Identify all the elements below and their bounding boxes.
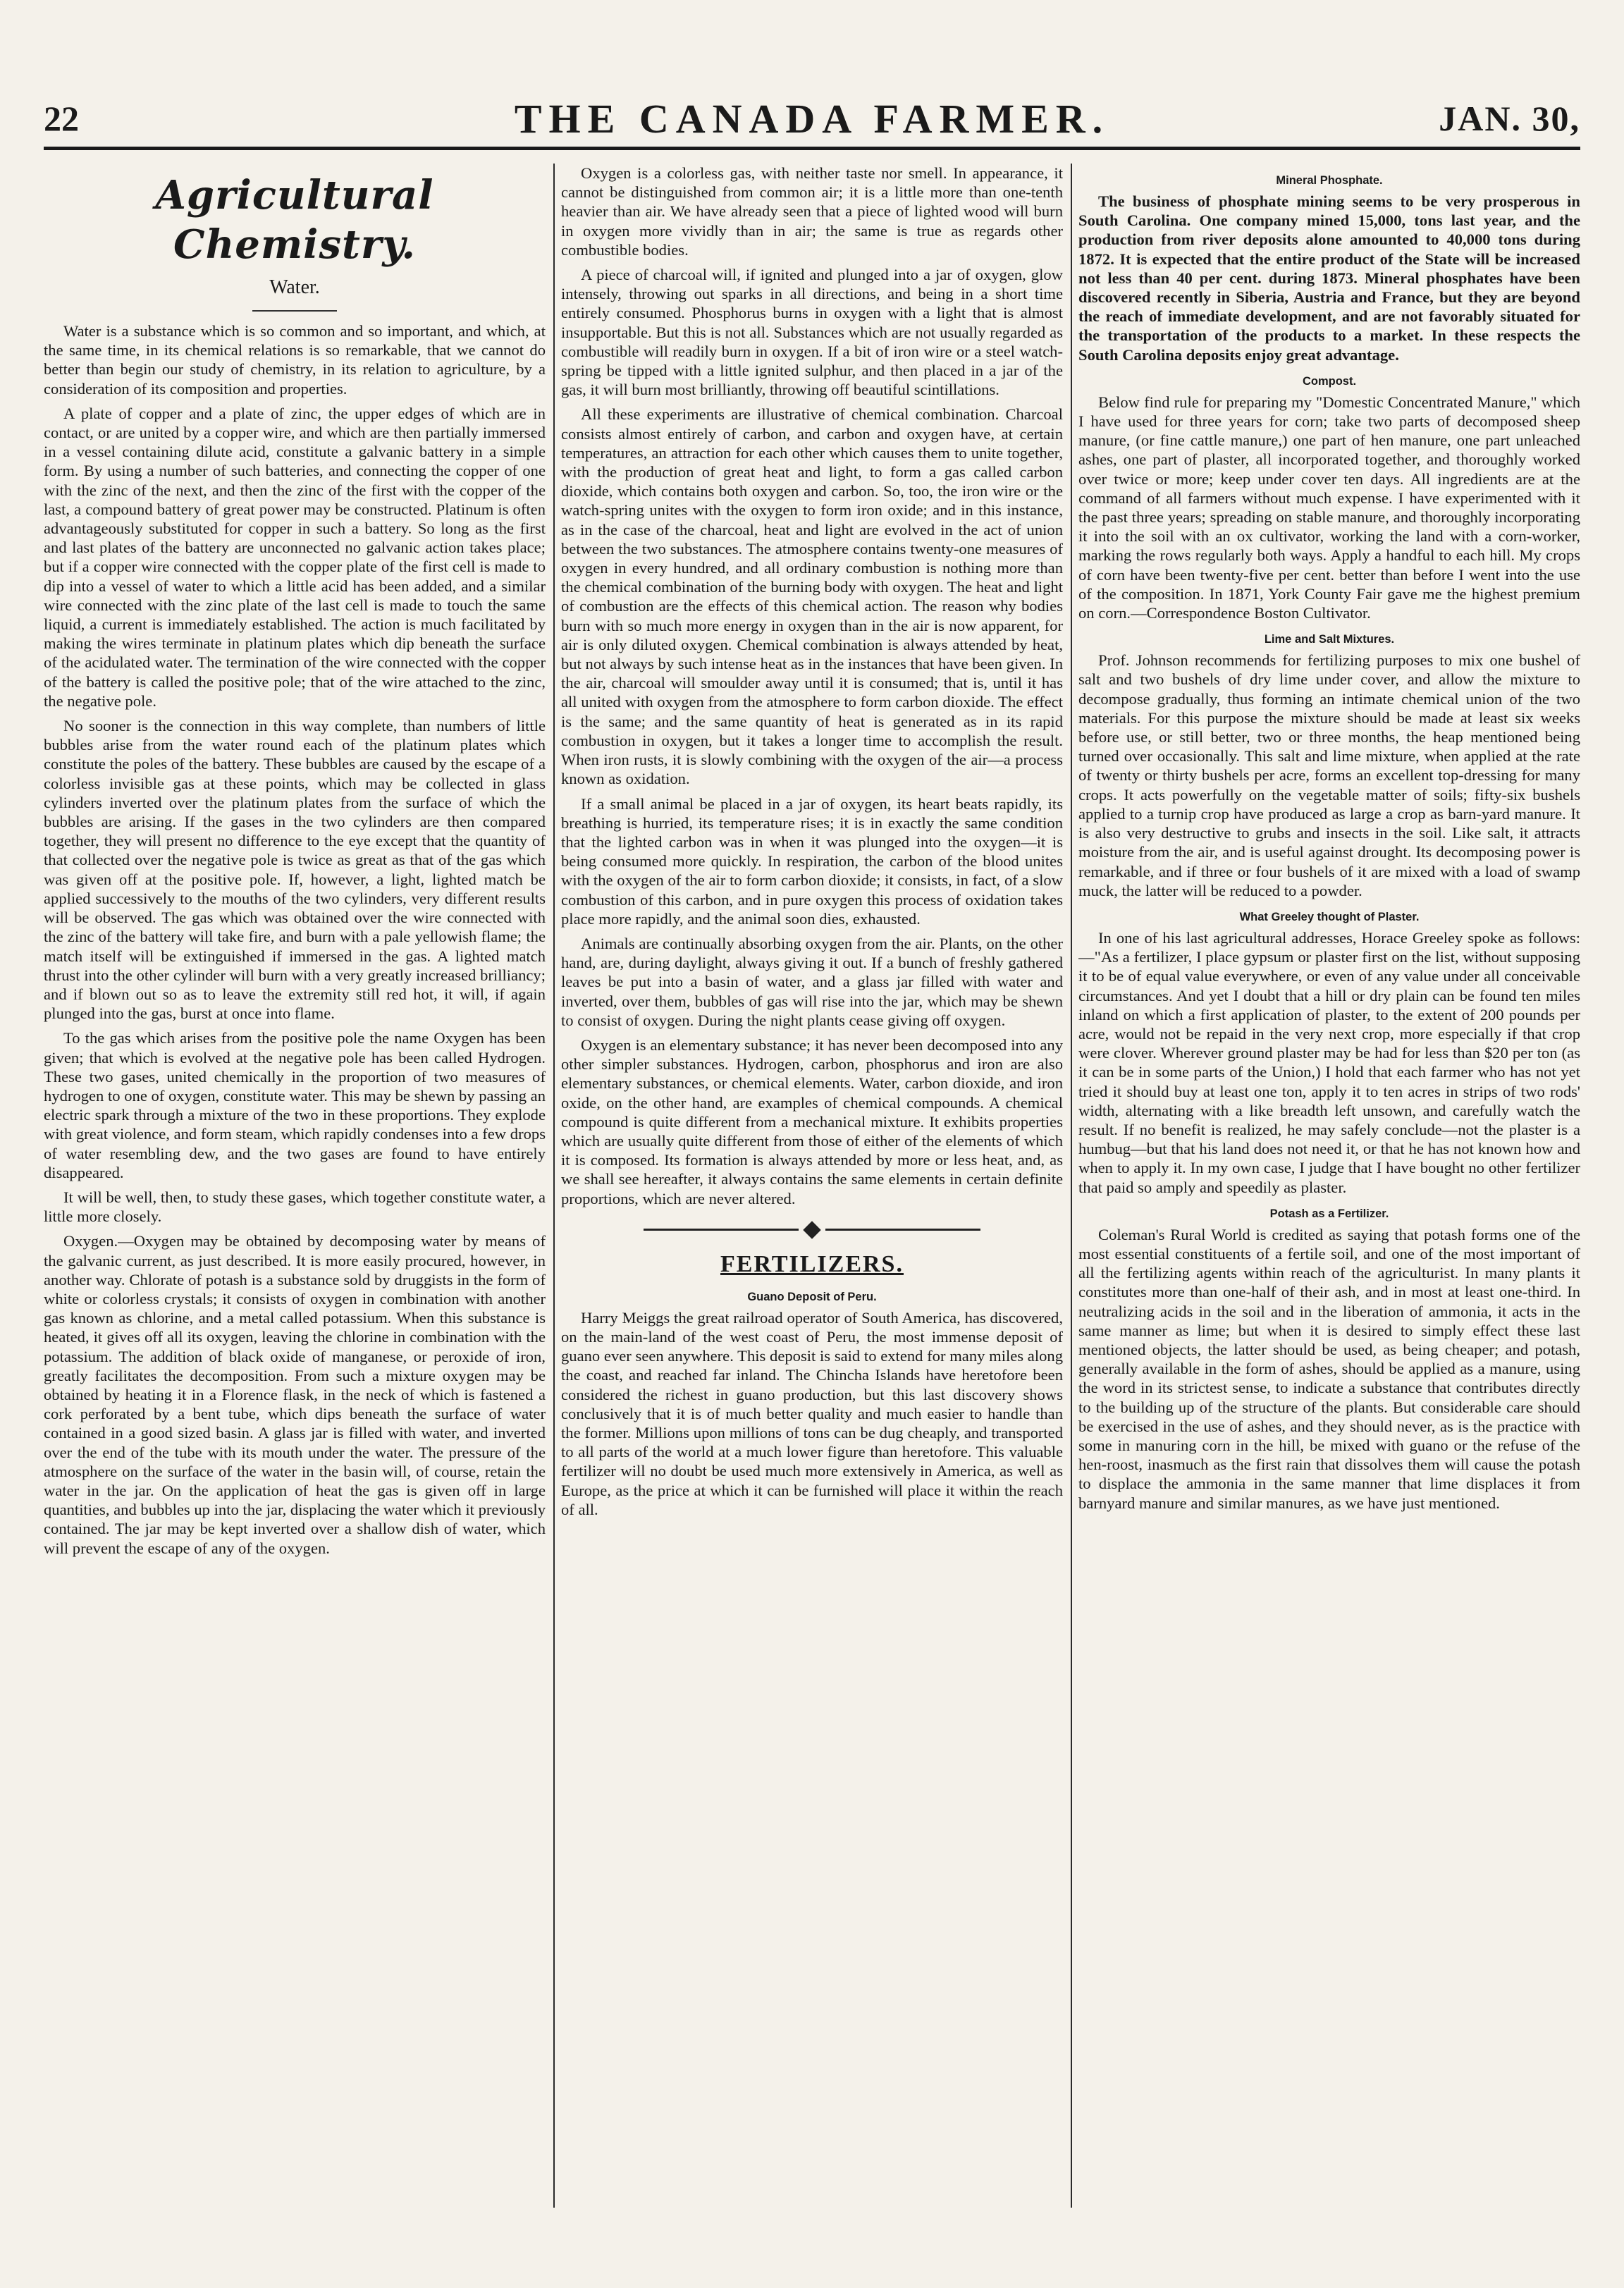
publication-title: THE CANADA FARMER. [514, 95, 1110, 142]
article-title-mineral-phosphate: Mineral Phosphate. [1276, 174, 1383, 187]
paragraph: Animals are continually absorbing oxygen from the air. Plants, on the other hand, are, during daylight, always giving it out. If a bunch of freshly gathered leaves be put into a basin of water, and a glass jar filled with water and inverted, over them, bubbles of gas will rise into the jar, which may be shewn to consist of oxygen. During the night plants cease giving off oxygen. [561, 934, 1063, 1029]
column-3 [1078, 164, 1580, 2208]
paragraph: Below find rule for preparing my "Domestic Concentrated Manure," which I have used for three years for corn; take two parts of decomposed sheep manure, (or fine cattle manure,) one part of hen manure, one part unleached ashes, one part of plaster, all incorporated together, and thoroughly worked over twice or more; keep under cover ten days. All ingredients are at the command of all farmers without much expense. I have experimented with it the past three years; spreading on stable manure, and thoroughly incorporating it into the soil with an ox cultivator, working the land with a corn-worker, marking the rows regularly both ways. Apply a handful to each hill. My crops of corn have been twenty-five per cent. better than before I went into the use of the composition. In 1871, York County Fair gave me the highest premium on corn.—Correspondence Boston Cultivator. [1078, 393, 1580, 622]
paragraph: Coleman's Rural World is credited as saying that potash forms one of the most essential constituents of a fertile soil, and one of the most important of all the fertilizing agents within reach of the agriculturist. In many plants it constitutes more than one-half of their ash, and in most at least one-third. In neutralizing acids in the soil and in the liberation of ammonia, it acts in the same manner as lime; but when it is desired to simply effect these last mentioned objects, the latter should be used, as being cheaper; and potash, generally available in the form of ashes, should be applied as a manure, using the word in its strictest sense, to indicate a substance that contributes directly to the building up of the structure of the plants. But considerable care should be exercised in the use of ashes, and they should never, as is the practice with some in manuring corn in the hill, be mixed with guano or the refuse of the hen-roost, inasmuch as the first rain that dissolves them will cause the potash to displace the ammonia in the same manner that lime displaces it from barnyard manure and similar manures, as we have just mentioned. [1078, 1225, 1580, 1512]
column-rule-2 [1071, 164, 1072, 2208]
paragraph: A plate of copper and a plate of zinc, the upper edges of which are in contact, or are united by a copper wire, and which are then partially immersed in a vessel containing dilute acid, constitute a galvanic battery in a simple form. By using a number of such batteries, and connecting the copper of one with the zinc of the next, and then the zinc of the first with the copper of the last, a compound battery of great power may be constructed. Platinum is often advantageously substituted for copper in such a battery. So long as the first and last plates of the battery are unconnected no galvanic action takes place; but if a copper wire connected with the copper plate of the first cell is made to dip into a vessel of water to which a little acid has been added, and a similar wire connected with the zinc plate of the last cell is made to touch the same liquid, a current is immediately established. The action is much facilitated by making the wires terminate in platinum plates which dip beneath the surface of the acidulated water. The termination of the wire connected with the copper of the battery is called the positive pole; that of the wire attached to the zinc, the negative pole. [44, 404, 546, 710]
column-rule-1 [553, 164, 555, 2208]
paragraph: If a small animal be placed in a jar of oxygen, its heart beats rapidly, its breathing is hurried, its temperature rises; it is in exactly the same condition that the lighted carbon was in when it was plunged into the oxygen—it is being consumed more quickly. In respiration, the carbon of the blood unites with the oxygen of the air to form carbon dioxide; it consists, in fact, of a slow combustion of this carbon, and in pure oxygen this process of oxidation takes place more rapidly, and the animal soon dies, exhausted. [561, 794, 1063, 928]
paragraph: The business of phosphate mining seems to be very prosperous in South Carolina. One company mined 15,000, tons last year, and the production from river deposits alone amounted to 40,000 tons during 1872. It is expected that the entire product of the State will be increased not less than 40 per cent. during 1873. Mineral phosphates have been discovered recently in Siberia, Austria and France, but they are beyond the reach of immediate development, and are not favorably situated for the transportation of the products to a market. In these respects the South Carolina deposits enjoy great advantage. [1078, 192, 1580, 364]
paragraph: Water is a substance which is so common and so important, and which, at the same time, in its chemical relations is so remarkable, that we cannot do better than begin our study of chemistry, in its relation to agriculture, by a consideration of its composition and properties. [44, 322, 546, 398]
paragraph: Oxygen.—Oxygen may be obtained by decomposing water by means of the galvanic current, as just described. It is more easily procured, however, in another way. Chlorate of potash is a substance sold by druggists in the form of white or colorless crystals; it consists of oxygen in combination with another gas known as chlorine, and a metal called potassium. When this substance is heated, it gives off all its oxygen, leaving the chlorine in combination with the potassium. The addition of black oxide of manganese, or peroxide of iron, greatly facilitates the decomposition. From such a mixture oxygen may be obtained by heating it in a Florence flask, in the neck of which is fastened a cork perforated by a bent tube, which dips beneath the surface of water contained in a good sized basin. A glass jar is filled with water, and inverted over the end of the tube with its mouth under the water. The pressure of the atmosphere on the surface of the water in the basin will, of course, retain the water in the jar. On the application of heat the gas is given off in large quantities, and bubbles up into the jar, displacing the water which it previously contained. The jar may be kept inverted over a shallow dish of water, which will prevent the escape of any of the oxygen. [44, 1232, 546, 1557]
paragraph: Harry Meiggs the great railroad operator of South America, has discovered, on the main-land of the west coast of Peru, the most immense deposit of guano ever seen anywhere. This deposit is said to extend for many miles along the coast, and reached far inland. The Chincha Islands have heretofore been considered the richest in guano production, but this last discovery shows conclusively that it is of much better quality and much easier to handle than the former. Millions upon millions of tons can be dug cheaply, and transported to all parts of the world at a much lower figure than heretofore. This valuable fertilizer will no doubt be used much more extensively in America, as well as Europe, as the price at which it can be furnished will place it within the reach of all. [561, 1308, 1063, 1518]
article-title-greeley-plaster: What Greeley thought of Plaster. [1239, 910, 1420, 923]
article-title-potash: Potash as a Fertilizer. [1269, 1207, 1389, 1220]
paragraph: Oxygen is a colorless gas, with neither taste nor smell. In appearance, it cannot be distinguished from common air; it is a little more than one-tenth heavier than air. We have already seen that a piece of lighted wood will burn in oxygen more vividly than in air; the same is true as regards other combustible bodies. [561, 164, 1063, 259]
paragraph: A piece of charcoal will, if ignited and plunged into a jar of oxygen, glow intensely, throwing out sparks in all directions, and being in a short time entirely consumed. Phosphorus burns in oxygen with a light that is almost insupportable. But this is not all. Substances which are not usually regarded as combustible will readily burn in oxygen. If a bit of iron wire or a steel watch-spring be tipped with a little ignited sulphur, and then placed in a jar of the gas, it will burn most brilliantly, throwing off beautiful scintillations. [561, 266, 1063, 399]
paragraph: No sooner is the connection in this way complete, than numbers of little bubbles arise from the water round each of the platinum plates which constitute the poles of the battery. These bubbles are caused by the escape of a colorless invisible gas at these points, which may be collected in glass cylinders inverted over the platinum plates from the surface of which the bubbles are arising. If the gases in the two cylinders are then compared together, they will present no difference to the eye except that the quantity of that collected over the negative pole is twice as great as that of the gas which was given off at the positive pole. If, however, a light, lighted match be applied successively to the mouths of the two cylinders, very different results will be observed. The gas which was obtained over the wire connected with the zinc of the battery will take fire, and burn with a pale yellowish flame; the match itself will be extinguished if immersed in the gas. A lighted match thrust into the other cylinder will burn with a very greatly increased brilliancy; and if blown out so as to leave the extremity still red hot, it will, if again plunged into the gas, burst at once into flame. [44, 717, 546, 1023]
paragraph: To the gas which arises from the positive pole the name Oxygen has been given; that which is evolved at the negative pole has been called Hydrogen. These two gases, united chemically in the proportion of two measures of hydrogen to one of oxygen, constitute water. This may be shewn by passing an electric spark through a mixture of the two in these proportions. They explode with great violence, and form steam, which rapidly condenses into a few drops of water resembling dew, and the two gases are found to have entirely disappeared. [44, 1029, 546, 1181]
article-subtitle-water: Water. [269, 276, 320, 298]
paragraph: Prof. Johnson recommends for fertilizing purposes to mix one bushel of salt and two bushels of dry lime under cover, and allow the mixture to decompose gradually, thus forming an intimate chemical union of the two materials. For this purpose the mixture should be made at least six weeks before use, or still better, two or three months, the heap mentioned being turned over occasionally. This salt and lime mixture, when applied at the rate of twenty or thirty bushels per acre, forms an excellent top-dressing for many crops. It acts powerfully on the vegetable matter of soils; fifty-six bushels applied to a turnip crop have produced as large a crop as barn-yard manure. It is also very destructive to grubs and insects in the soil. Like salt, it attracts moisture from the air, and is useful against drought. Its decomposing power is remarkable, and if three or four bushels of it are mixed with a load of swamp muck, the latter will be reduced to a powder. [1078, 651, 1580, 899]
paragraph: It will be well, then, to study these gases, which together constitute water, a little more closely. [44, 1188, 546, 1226]
section-title: Agricultural Chemistry. [155, 172, 434, 268]
article-title-guano: Guano Deposit of Peru. [747, 1290, 877, 1303]
article-title-lime-salt: Lime and Salt Mixtures. [1264, 633, 1395, 646]
column-1 [44, 164, 546, 2208]
paragraph: In one of his last agricultural addresses, Horace Greeley spoke as follows:—"As a fertilizer, I place gypsum or plaster first on the list, without supposing it to be of equal value everywhere, or even of any value under all conceivable circumstances. And yet I doubt that a hill or dry plain can be found ten miles inland on which a first application of plaster, to the extent of 200 pounds per acre, would not be repaid in the very next crop, more especially if that crop were clover. Wherever ground plaster may be had for less than $20 per ton (as it can be in some parts of the Union,) I hold that each farmer who has not yet tried it should buy at least one ton, apply it to ten acres in strips of two rods' width, alternating with a like breadth left unsown, and carefully watch the result. If no benefit is realized, he may safely conclude—not the plaster is a humbug—but that his land does not need it, or that he has not known how and when to apply it. In my own case, I judge that I have bought no other fertilizer that paid so amply and speedily as plaster. [1078, 928, 1580, 1196]
subtitle-rule [252, 310, 337, 312]
paragraph: Oxygen is an elementary substance; it has never been decomposed into any other simpler substances. Hydrogen, carbon, phosphorus and iron are also elementary substances, or chemical elements. Water, carbon dioxide, and iron oxide, on the other hand, are examples of chemical compounds. A chemical compound is quite different from a mechanical mixture. It exhibits properties which are usually quite different from those of either of the elements of which it is composed. Its formation is always attended by more or less heat, and, as we shall see hereafter, it always contains the same elements in certain definite proportions, which are never altered. [561, 1035, 1063, 1207]
ornamental-divider [561, 1224, 1063, 1236]
page-number: 22 [44, 99, 79, 138]
fertilizers-banner: FERTILIZERS. [720, 1250, 904, 1277]
article-title-compost: Compost. [1302, 374, 1357, 388]
column-2 [561, 164, 1063, 2208]
issue-date: JAN. 30, [1439, 99, 1580, 138]
masthead [44, 90, 1580, 150]
paragraph: All these experiments are illustrative of chemical combination. Charcoal consists almost entirely of carbon, and carbon and oxygen have, at certain temperatures, an attraction for each other which causes them to unite together, with the production of great heat and light, to form a gas called carbon dioxide, which contains both oxygen and carbon. So, too, the iron wire or the watch-spring unites with the oxygen to form iron oxide; and in this instance, as in the case of the charcoal, heat and light are evolved in the act of union between the two substances. The atmosphere contains twenty-one measures of oxygen in every hundred, and all ordinary combustion is nothing more than the chemical combination of the burning body with oxygen. The heat and light of combustion are the effects of this chemical action. The reason why bodies burn with so much more energy in oxygen than in the air is now apparent, for air is only diluted oxygen. Chemical combination is always attended by heat, but not always by such intense heat as in the instances that have been given. In the air, charcoal will smoulder away until it is consumed; that is, until it has all united with oxygen from the atmosphere to form carbon dioxide. The effect is the same; and the same quantity of heat is generated as in its rapid combustion in oxygen, but it takes a longer time to accomplish the result. When iron rusts, it is slowly combining with the oxygen of the air—a process known as oxidation. [561, 405, 1063, 788]
